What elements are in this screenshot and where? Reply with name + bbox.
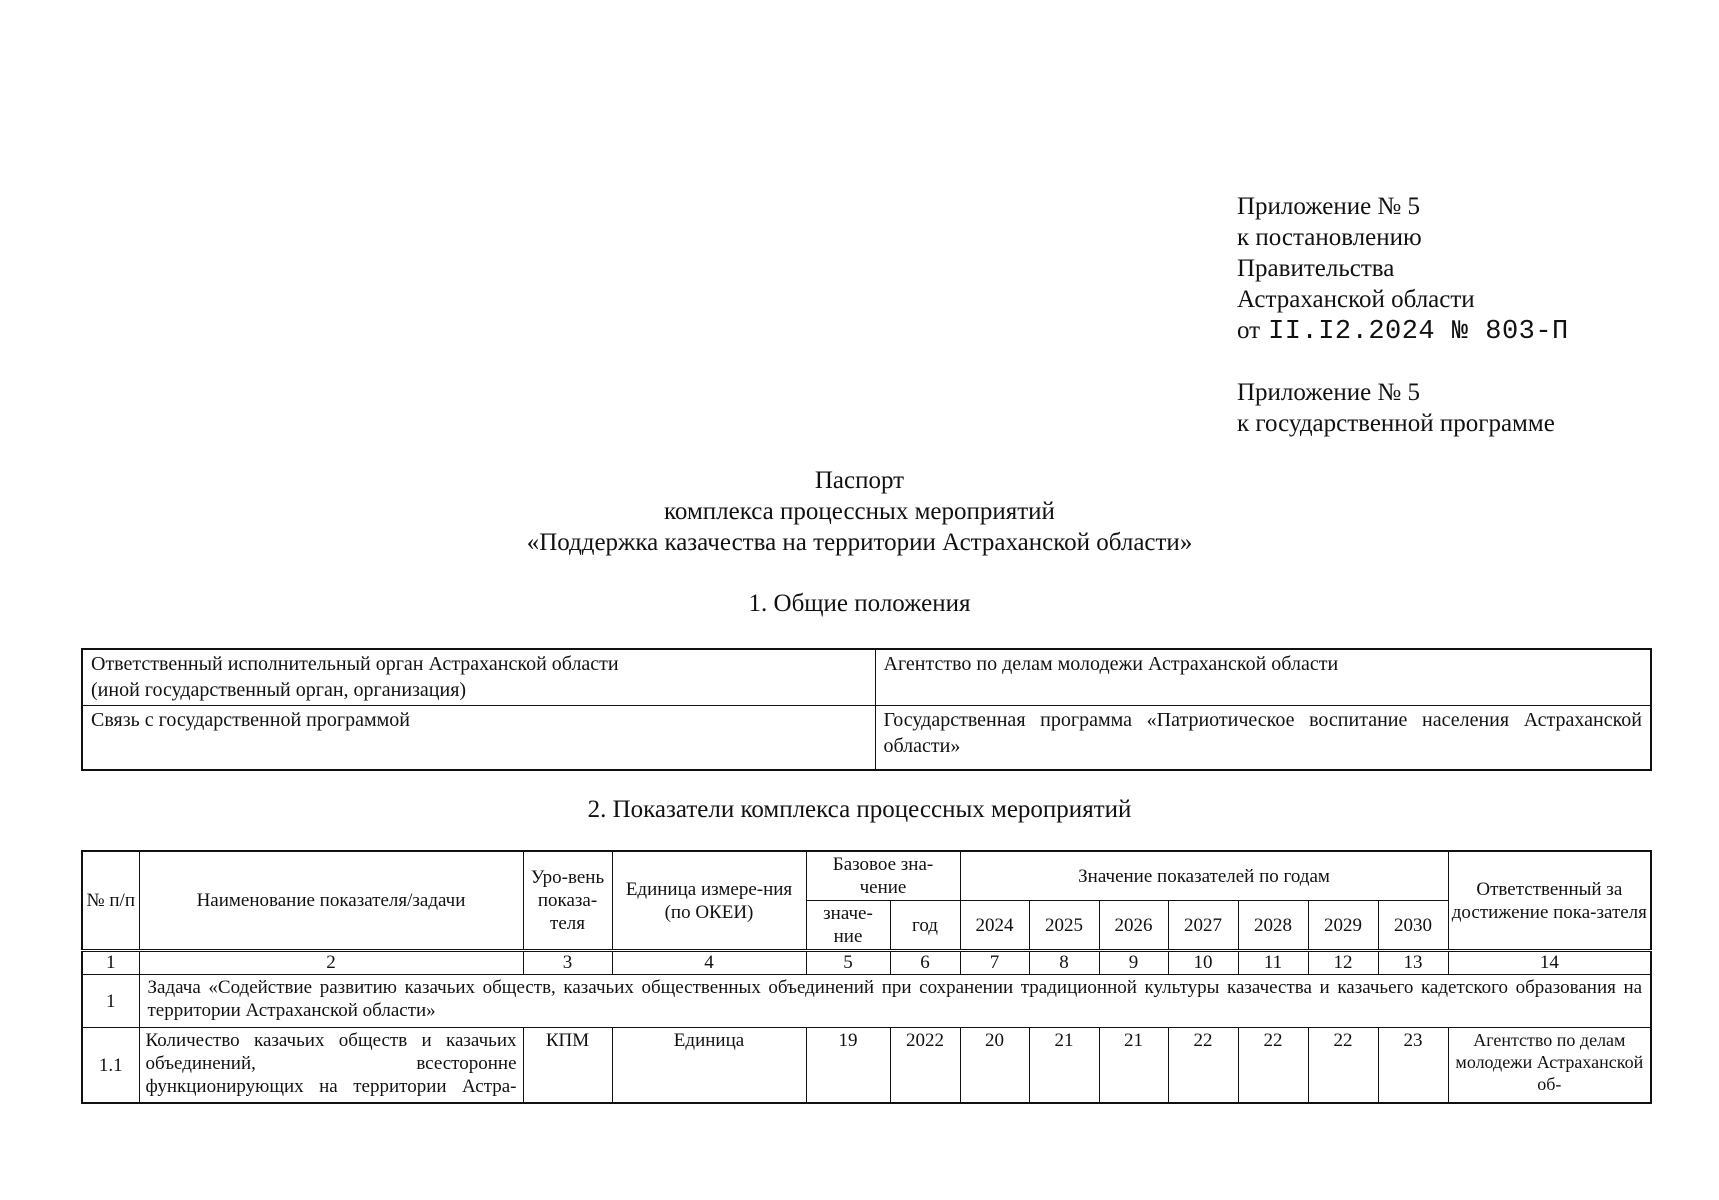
column-number: 5 bbox=[806, 951, 890, 975]
from-label: от bbox=[1237, 317, 1261, 344]
task-row bbox=[82, 975, 1651, 1028]
header-year: 2024 bbox=[960, 901, 1029, 951]
appendix-program-line1: Приложение № 5 bbox=[1237, 379, 1421, 406]
column-number: 7 bbox=[960, 951, 1029, 975]
indicator-value-2025: 21 bbox=[1029, 1028, 1099, 1104]
header-year: 2028 bbox=[1238, 901, 1308, 951]
indicator-value-2027: 22 bbox=[1168, 1028, 1238, 1104]
general-label-cell bbox=[82, 706, 875, 771]
appendix-decree-date-line bbox=[1237, 315, 1569, 348]
header-unit: Единица измере-ния (по ОКЕИ) bbox=[612, 851, 806, 951]
indicator-base-year: 2022 bbox=[890, 1028, 960, 1104]
header-year: 2027 bbox=[1168, 901, 1238, 951]
appendix-decree-line2: к постановлению bbox=[1237, 224, 1422, 251]
appendix-decree-block bbox=[1237, 191, 1569, 348]
general-provisions-table bbox=[81, 648, 1652, 771]
program-link-label: Связь с государственной программой bbox=[91, 709, 410, 731]
table-row bbox=[82, 649, 1651, 706]
header-year: 2029 bbox=[1308, 901, 1378, 951]
column-number: 11 bbox=[1238, 951, 1308, 975]
table-header-row bbox=[82, 851, 1651, 901]
column-number: 3 bbox=[523, 951, 612, 975]
header-year: 2030 bbox=[1378, 901, 1448, 951]
appendix-decree-line4: Астраханской области bbox=[1237, 286, 1475, 313]
title-line1: Паспорт bbox=[814, 467, 905, 494]
indicator-unit: Единица bbox=[612, 1028, 806, 1104]
column-number: 4 bbox=[612, 951, 806, 975]
title-line3: «Поддержка казачества на территории Астраханской области» bbox=[526, 529, 1193, 556]
header-name: Наименование показателя/задачи bbox=[139, 851, 523, 951]
responsible-body-label: Ответственный исполнительный орган Астраханской области bbox=[91, 653, 619, 675]
header-num: № п/п bbox=[82, 851, 139, 951]
responsible-body-label-note: (иной государственный орган, организация) bbox=[91, 679, 467, 701]
indicator-responsible: Агентство по делам молодежи Астраханской об- bbox=[1448, 1028, 1651, 1104]
header-base: Базовое зна-чение bbox=[806, 851, 960, 901]
column-number: 6 bbox=[890, 951, 960, 975]
header-years-group: Значение показателей по годам bbox=[960, 851, 1448, 901]
indicator-value-2026: 21 bbox=[1099, 1028, 1168, 1104]
indicators-table bbox=[81, 850, 1652, 1104]
appendix-decree-line1: Приложение № 5 bbox=[1237, 193, 1421, 220]
column-numbers-row bbox=[82, 951, 1651, 975]
column-number: 9 bbox=[1099, 951, 1168, 975]
task-text: Задача «Содействие развитию казачьих обществ, казачьих общественных объединений при сохранении традиционной культуры казачества и казачьего кадетского образования на территории Астраханской области» bbox=[139, 975, 1651, 1028]
header-year: 2025 bbox=[1029, 901, 1099, 951]
indicator-name: Количество казачьих обществ и казачьих объединений, всесторонне функционирующих на территории Астра- bbox=[139, 1028, 523, 1104]
indicator-value-2024: 20 bbox=[960, 1028, 1029, 1104]
indicator-value-2029: 22 bbox=[1308, 1028, 1378, 1104]
indicator-base-value: 19 bbox=[806, 1028, 890, 1104]
header-year: 2026 bbox=[1099, 901, 1168, 951]
appendix-program-block bbox=[1237, 377, 1555, 439]
column-number: 13 bbox=[1378, 951, 1448, 975]
title-line2: комплекса процессных мероприятий bbox=[664, 498, 1055, 525]
column-number: 14 bbox=[1448, 951, 1651, 975]
appendix-decree-line3: Правительства bbox=[1237, 255, 1395, 282]
column-number: 8 bbox=[1029, 951, 1099, 975]
task-num: 1 bbox=[82, 975, 139, 1028]
responsible-body-value: Агентство по делам молодежи Астраханской области bbox=[875, 649, 1651, 706]
document-title bbox=[0, 465, 1719, 558]
indicator-value-2028: 22 bbox=[1238, 1028, 1308, 1104]
column-number: 10 bbox=[1168, 951, 1238, 975]
column-number: 12 bbox=[1308, 951, 1378, 975]
indicator-level: КПМ bbox=[523, 1028, 612, 1104]
column-number: 2 bbox=[139, 951, 523, 975]
table-row bbox=[82, 1028, 1651, 1104]
program-link-value: Государственная программа «Патриотическое воспитание населения Астраханской области» bbox=[875, 706, 1651, 771]
section1-heading: 1. Общие положения bbox=[748, 590, 971, 617]
indicator-value-2030: 23 bbox=[1378, 1028, 1448, 1104]
header-level: Уро-вень показа-теля bbox=[523, 851, 612, 951]
indicator-num: 1.1 bbox=[82, 1028, 139, 1104]
header-responsible: Ответственный за достижение пока-зателя bbox=[1448, 851, 1651, 951]
appendix-program-line2: к государственной программе bbox=[1237, 410, 1555, 437]
header-base-year: год bbox=[890, 901, 960, 951]
general-label-cell bbox=[82, 649, 875, 706]
table-row bbox=[82, 706, 1651, 771]
header-base-value: значе-ние bbox=[806, 901, 890, 951]
decree-date-number-stamp: II.I2.2024 № 803-П bbox=[1268, 317, 1569, 347]
column-number: 1 bbox=[82, 951, 139, 975]
section2-heading: 2. Показатели комплекса процессных мероприятий bbox=[587, 796, 1132, 823]
